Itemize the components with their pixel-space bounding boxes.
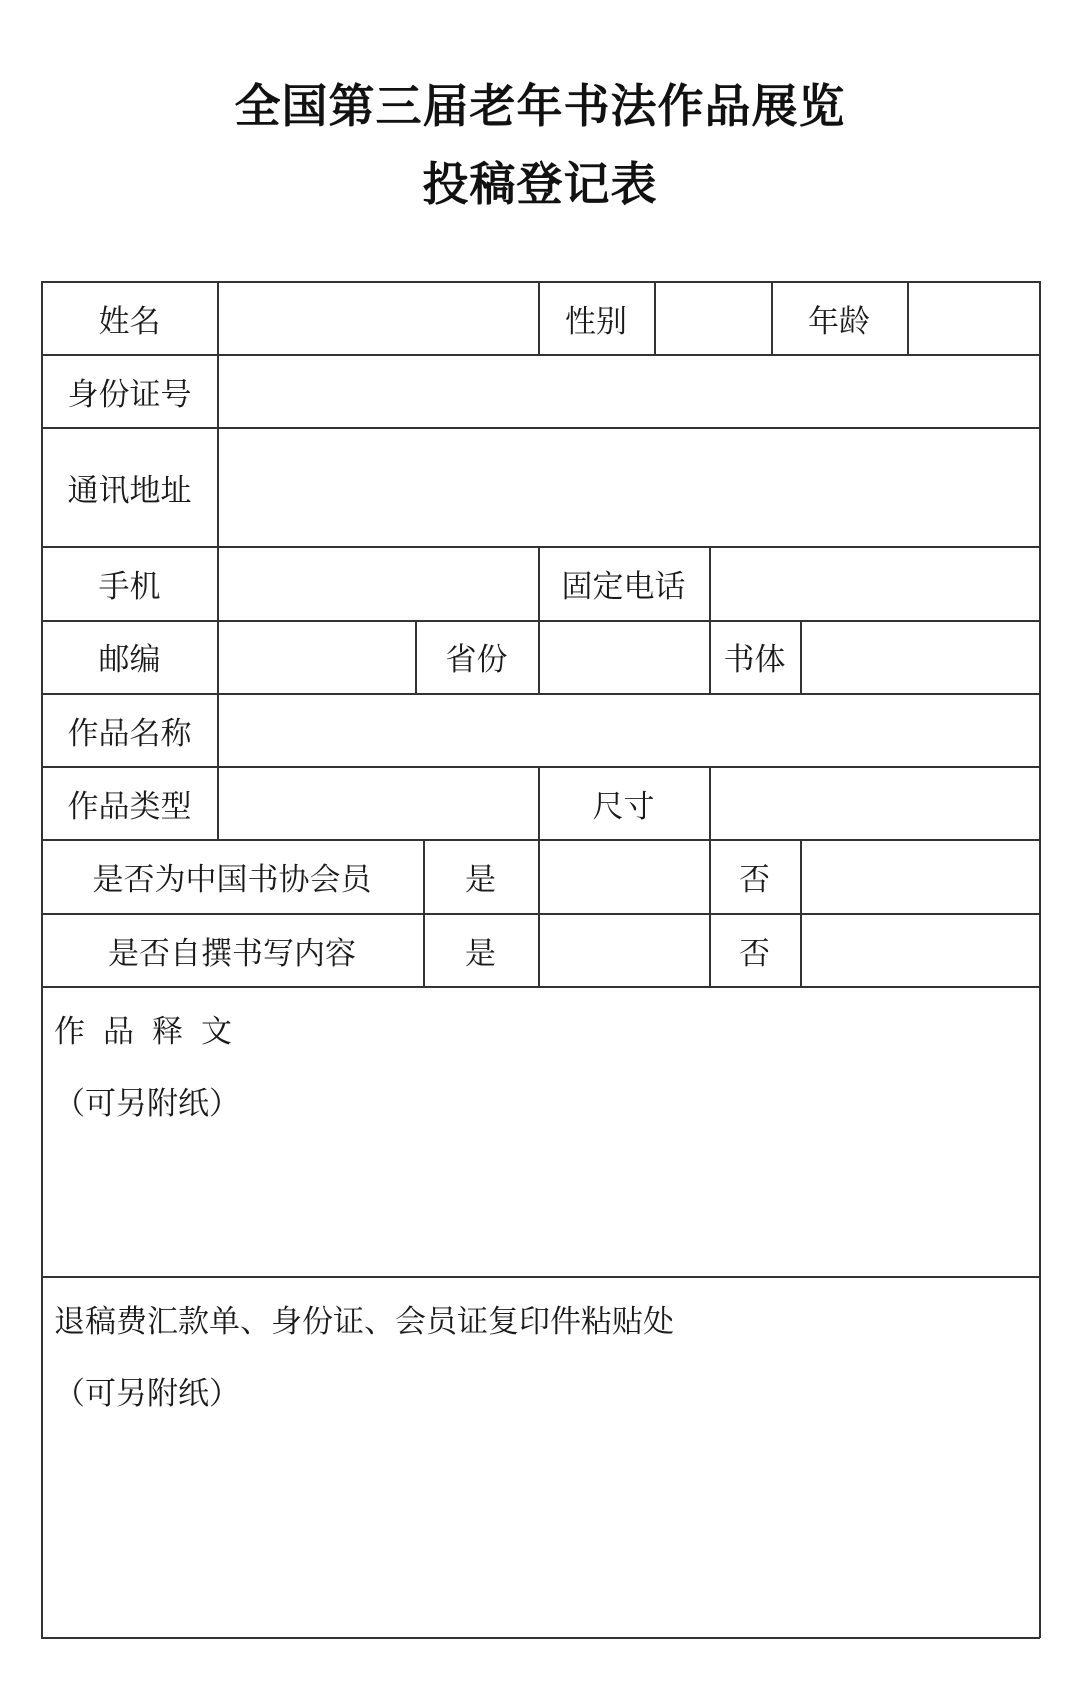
self-written-question-label: 是否自撰书写内容 [108, 935, 356, 972]
landline-field[interactable] [710, 546, 1039, 620]
work-type-field[interactable] [218, 766, 538, 840]
self-written-no-label: 否 [739, 935, 770, 972]
document-title: 全国第三届老年书法作品展览 [234, 79, 846, 133]
transcription-label: 作品释文 [54, 1014, 250, 1050]
work-title-field[interactable] [218, 693, 1039, 767]
member-yes-box[interactable] [539, 839, 709, 913]
province-field[interactable] [539, 620, 709, 693]
age-label: 年龄 [808, 303, 870, 340]
gender-label: 性别 [565, 303, 627, 340]
postcode-label: 邮编 [98, 642, 161, 678]
name-field[interactable] [218, 281, 538, 355]
script-style-field[interactable] [801, 620, 1039, 693]
address-label: 通讯地址 [67, 472, 192, 509]
name-label: 姓名 [98, 303, 161, 340]
transcription-note: （可另附纸） [54, 1086, 240, 1122]
self-written-no-box[interactable] [801, 913, 1039, 987]
size-field[interactable] [710, 766, 1039, 840]
postcode-field[interactable] [218, 620, 415, 693]
size-label: 尺寸 [592, 788, 655, 825]
member-yes-label: 是 [465, 861, 496, 898]
table-border-bottom [41, 1637, 1040, 1639]
member-no-label: 否 [739, 861, 770, 898]
id-number-field[interactable] [218, 354, 1039, 428]
self-written-yes-label: 是 [465, 935, 496, 972]
work-title-label: 作品名称 [67, 715, 192, 752]
table-border-right [1039, 281, 1041, 1638]
member-question-label: 是否为中国书协会员 [92, 861, 372, 898]
script-style-label: 书体 [723, 642, 786, 678]
age-field[interactable] [908, 281, 1039, 355]
province-label: 省份 [445, 642, 508, 678]
id-number-label: 身份证号 [67, 376, 192, 413]
mobile-field[interactable] [218, 546, 538, 620]
self-written-yes-box[interactable] [539, 913, 709, 987]
work-type-label: 作品类型 [67, 788, 192, 825]
paste-label: 退稿费汇款单、身份证、会员证复印件粘贴处 [54, 1304, 674, 1340]
address-field[interactable] [218, 427, 1039, 547]
paste-note: （可另附纸） [54, 1376, 240, 1412]
document-subtitle: 投稿登记表 [422, 157, 658, 211]
member-no-box[interactable] [801, 839, 1039, 913]
gender-field[interactable] [655, 281, 771, 355]
mobile-label: 手机 [98, 568, 161, 605]
landline-label: 固定电话 [561, 568, 686, 605]
